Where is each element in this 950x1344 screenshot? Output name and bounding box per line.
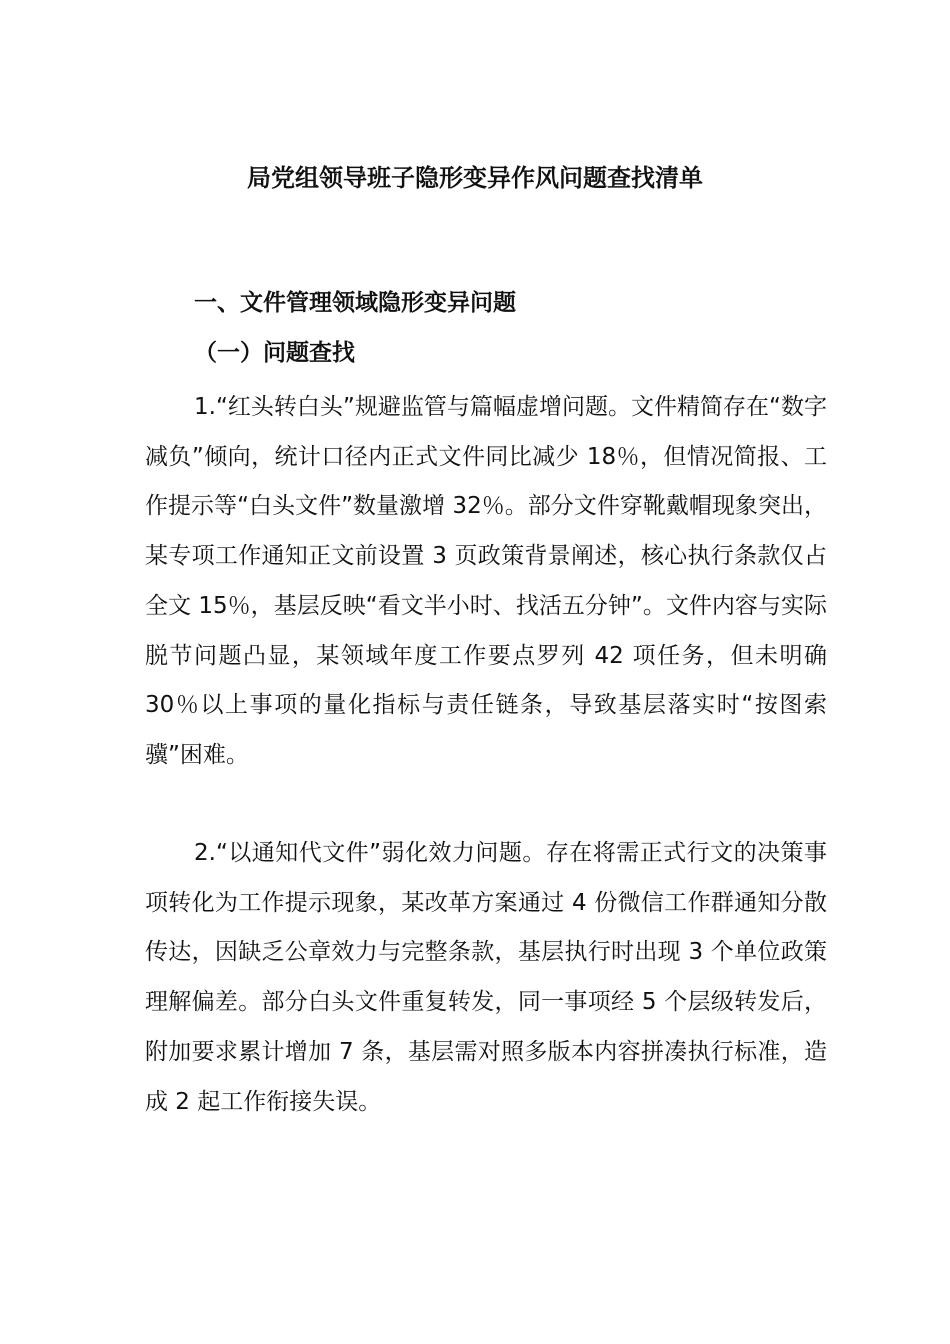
document-title: 局党组领导班子隐形变异作风问题查找清单 [247, 164, 703, 192]
subsection-heading: （一）问题查找 [194, 340, 355, 366]
section-heading: 一、文件管理领域隐形变异问题 [194, 290, 516, 316]
paragraph-2: 2.“以通知代文件”弱化效力问题。存在将需正式行文的决策事项转化为工作提示现象，某改革方案通过 4 份微信工作群通知分散传达，因缺乏公章效力与完整条款，基层执行时出现 3 个单位政策理解偏差。部分白头文件重复转发，同一事项经 5 个层级转发后，附加要求累计增加 7 条，基层需对照多版本内容拼凑执行标准，造成 2 起工作衔接失误。 [145, 840, 827, 1115]
paragraph-1: 1.“红头转白头”规避监管与篇幅虚增问题。文件精简存在“数字减负”倾向，统计口径内正式文件同比减少 18％，但情况简报、工作提示等“白头文件”数量激增 32％。部分文件穿靴戴帽现象突出，某专项工作通知正文前设置 3 页政策背景阐述，核心执行条款仅占全文 15％，基层反映“看文半小时、找活五分钟”。文件内容与实际脱节问题凸显，某领域年度工作要点罗列 42 项任务，但未明确 30％以上事项的量化指标与责任链条，导致基层落实时“按图索骥”困难。 [145, 394, 827, 768]
